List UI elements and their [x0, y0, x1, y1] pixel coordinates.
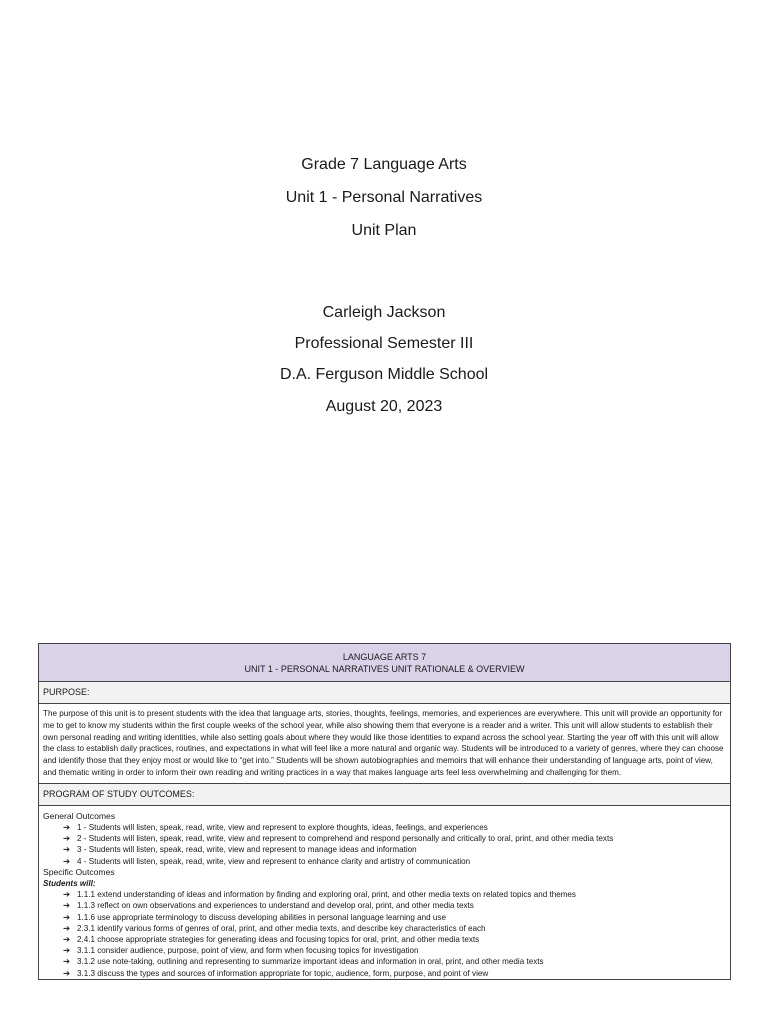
- list-item: ➔ 1.1.1 extend understanding of ideas and information by finding and exploring oral, print, and other media texts on related topics and themes: [63, 889, 576, 900]
- semester: Professional Semester III: [294, 335, 474, 352]
- table-header-unit: UNIT 1 - PERSONAL NARRATIVES UNIT RATIONALE & OVERVIEW: [244, 664, 525, 674]
- purpose-label: PURPOSE:: [39, 682, 730, 704]
- table-header: [39, 644, 730, 682]
- outcomes-section: [39, 806, 730, 979]
- general-outcomes-heading: General Outcomes: [43, 810, 116, 821]
- list-item: ➔ 4 - Students will listen, speak, read, write, view and represent to enhance clarity and artistry of communication: [63, 855, 471, 866]
- arrow-icon: ➔: [63, 844, 71, 855]
- specific-outcomes-list: [43, 889, 726, 979]
- list-item: ➔ 1 - Students will listen, speak, read, write, view and represent to explore thoughts, ideas, feelings, and experiences: [63, 821, 488, 832]
- list-item: ➔ 3.1.3 discuss the types and sources of information appropriate for topic, audience, form, purpose, and point of view: [63, 967, 489, 978]
- list-item: ➔ 1.1.6 use appropriate terminology to discuss developing abilities in personal language learning and use: [63, 911, 446, 922]
- date: August 20, 2023: [325, 398, 443, 415]
- program-of-study-label: PROGRAM OF STUDY OUTCOMES:: [39, 784, 730, 806]
- arrow-icon: ➔: [63, 911, 71, 922]
- arrow-icon: ➔: [63, 855, 71, 866]
- arrow-icon: ➔: [63, 956, 71, 967]
- specific-outcomes-heading: Specific Outcomes: [43, 866, 115, 877]
- author-name: Carleigh Jackson: [322, 304, 446, 321]
- arrow-icon: ➔: [63, 833, 71, 844]
- list-item: ➔ 2 - Students will listen, speak, read, write, view and represent to comprehend and respond personally and critically to oral, print, and other media texts: [63, 833, 614, 844]
- list-item: ➔ 2.4.1 choose appropriate strategies for generating ideas and focusing topics for oral, print, and other media texts: [63, 934, 480, 945]
- list-item: ➔ 3.1.2 use note-taking, outlining and representing to summarize important ideas and information in oral, print, and other media texts: [63, 956, 544, 967]
- arrow-icon: ➔: [63, 889, 71, 900]
- arrow-icon: ➔: [63, 945, 71, 956]
- list-item: ➔ 3.1.1 consider audience, purpose, point of view, and form when focusing topics for investigation: [63, 945, 419, 956]
- table-header-course: LANGUAGE ARTS 7: [342, 652, 427, 662]
- document-type: Unit Plan: [351, 222, 417, 239]
- arrow-icon: ➔: [63, 967, 71, 978]
- list-item: ➔ 2.3.1 identify various forms of genres of oral, print, and other media texts, and describe key characteristics of each: [63, 922, 486, 933]
- course-title: Grade 7 Language Arts: [301, 156, 467, 173]
- students-will-label: Students will:: [43, 879, 96, 888]
- arrow-icon: ➔: [63, 900, 71, 911]
- purpose-text: The purpose of this unit is to present students with the idea that language arts, stories, thoughts, feelings, memories, and experiences are everywhere. This unit will provide an opportunity for me to get to know my students within the first couple weeks of the school year, while also showing them that everyone is a reader and a writer. This unit will allow students to establish their own personal reading and writing identities, while also setting goals about where they would like those identities to expand across the school year. Starting the year off with this unit will allow the class to establish daily practices, routines, and expectations in what will feel like a more natural and organic way. Students will be introduced to a variety of genres, where they can choose and identify those that they enjoy most or would like to “get into.” Students will be shown autobiographies and memoirs that will enhance their understanding of language arts, point of view, and thematic writing in order to inform their own reading and writing practices in a way that makes language arts feel less overwhelming and challenging for them.: [39, 704, 730, 784]
- unit-overview-table: [38, 643, 731, 980]
- school-name: D.A. Ferguson Middle School: [279, 366, 489, 383]
- arrow-icon: ➔: [63, 922, 71, 933]
- arrow-icon: ➔: [63, 821, 71, 832]
- arrow-icon: ➔: [63, 934, 71, 945]
- general-outcomes-list: [43, 822, 726, 867]
- unit-title: Unit 1 - Personal Narratives: [285, 189, 483, 206]
- list-item: ➔ 3 - Students will listen, speak, read, write, view and represent to manage ideas and information: [63, 844, 417, 855]
- list-item: ➔ 1.1.3 reflect on own observations and experiences to understand and develop oral, print, and other media texts: [63, 900, 474, 911]
